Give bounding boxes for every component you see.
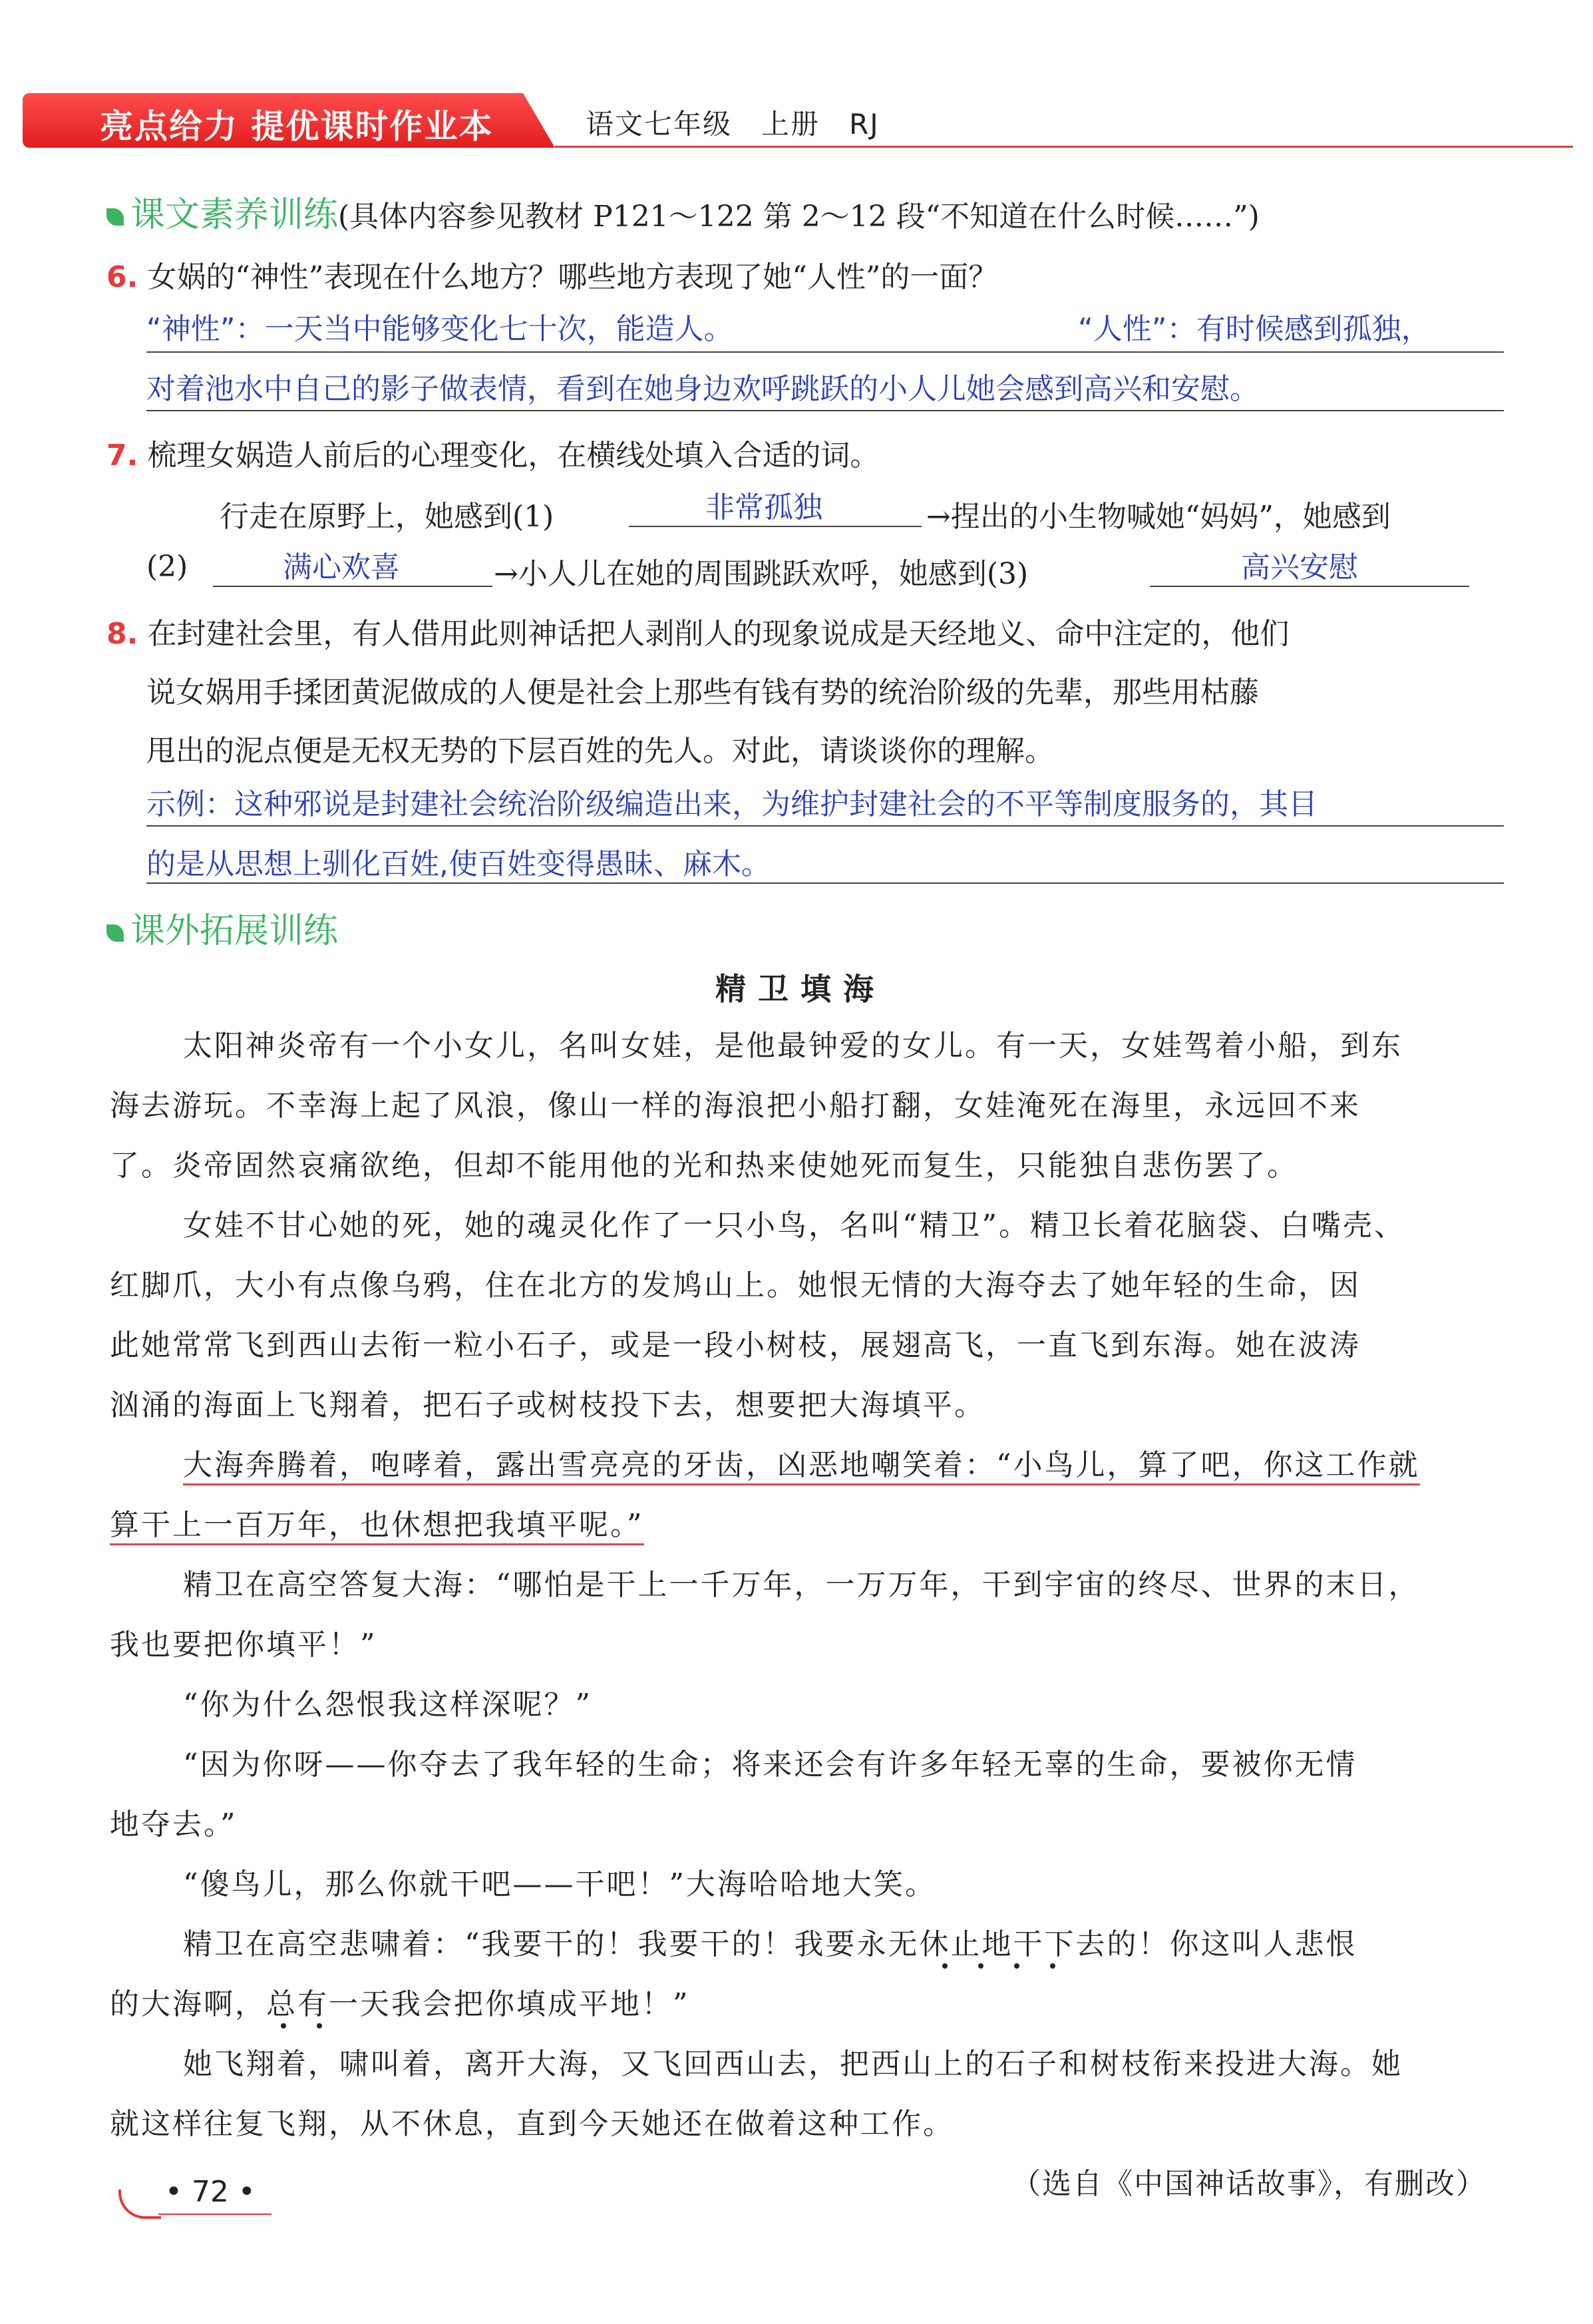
question-6	[106, 253, 997, 295]
q7-blank2-answer: 满心欢喜	[283, 550, 400, 584]
story-line: 此她常常飞到西山去衔一粒小石子，或是一段小树枝，展翅高飞，一直飞到东海。她在波涛	[110, 1328, 1361, 1362]
story-line: 女娃不甘心她的死，她的魂灵化作了一只小鸟，名叫“精卫”。精卫长着花脑袋、白嘴壳、	[183, 1209, 1405, 1243]
answer-rule	[146, 410, 1504, 411]
question-text: 在封建社会里，有人借用此则神话把人剥削人的现象说成是天经地义、命中注定的，他们	[147, 617, 1290, 651]
story-line: “你为什么怨恨我这样深呢？”	[183, 1688, 592, 1722]
header-rule	[555, 146, 1573, 148]
answer-6-line1a: “神性”：一天当中能够变化七十次，能造人。	[146, 312, 733, 346]
q7-blank3-answer: 高兴安慰	[1241, 550, 1358, 584]
blank-line	[1150, 586, 1469, 587]
story-line: 汹涌的海面上飞翔着，把石子或树枝投下去，想要把大海填平。	[110, 1388, 985, 1422]
story-line: “傻鸟儿，那么你就干吧——干吧！”大海哈哈地大笑。	[183, 1867, 936, 1901]
question-number: 7.	[106, 439, 138, 473]
story-line: 精卫在高空答复大海：“哪怕是干上一千万年，一万万年，干到宇宙的终尽、世界的末日，	[183, 1568, 1420, 1602]
edition-label: RJ	[849, 108, 880, 140]
story-line: 红脚爪，大小有点像乌鸦，住在北方的发鸠山上。她恨无情的大海夺去了她年轻的生命，因	[110, 1268, 1361, 1302]
page-number: • 72 •	[165, 2175, 256, 2209]
book-info	[586, 102, 909, 142]
question-number: 8.	[106, 617, 138, 651]
story-title: 精卫填海	[715, 971, 886, 1007]
question-text: 梳理女娲造人前后的心理变化，在横线处填入合适的词。	[147, 439, 880, 473]
section-heading-extension: 课外拓展训练	[106, 902, 338, 952]
story-line: 我也要把你填平！”	[110, 1628, 377, 1662]
story-line: 就这样往复飞翔，从不休息，直到今天她还在做着这种工作。	[110, 2107, 954, 2141]
story-source: （选自《中国神话故事》，有删改）	[1011, 2167, 1487, 2201]
story-line: 精卫在高空悲啸着：“我要干的！我要干的！我要永无休止地干下去的！你这叫人悲恨	[183, 1927, 1357, 1961]
emphasis-dots	[940, 1963, 1073, 1970]
story-line: 了。炎帝固然哀痛欲绝，但却不能用他的光和热来使她死而复生，只能独自悲伤罢了。	[110, 1149, 1298, 1183]
story-line: 地夺去。”	[110, 1808, 238, 1841]
q7-line2-a: (2)	[146, 550, 188, 584]
answer-rule	[146, 351, 1504, 353]
page-number-decoration	[118, 2190, 161, 2219]
story-line-underlined: 算干上一百万年，也休想把我填平呢。”	[110, 1501, 644, 1545]
q8-line2: 说女娲用手揉团黄泥做成的人便是社会上那些有钱有势的统治阶级的先辈，那些用枯藤	[146, 676, 1259, 709]
answer-rule	[146, 882, 1504, 884]
story-line: 的大海啊，总有一天我会把你填成平地！”	[110, 1987, 690, 2021]
question-text: 女娲的“神性”表现在什么地方？哪些地方表现了她“人性”的一面？	[147, 260, 998, 294]
section-heading-textbook: 课文素养训练(具体内容参见教材 P121～122 第 2～12 段“不知道在什么时候……”)	[106, 186, 1260, 236]
blank-line	[629, 526, 922, 527]
page-number-rule	[158, 2214, 271, 2215]
q7-blank1-answer: 非常孤独	[705, 490, 822, 524]
q7-line1-b: →捏出的小生物喊她“妈妈”，她感到	[926, 500, 1391, 534]
story-line-underlined: 大海奔腾着，咆哮着，露出雪亮亮的牙齿，凶恶地嘲笑着：“小鸟儿，算了吧，你这工作就	[183, 1441, 1420, 1485]
question-7	[106, 431, 879, 474]
story-line: 太阳神炎帝有一个小女儿，名叫女娃，是他最钟爱的女儿。有一天，女娃驾着小船，到东	[183, 1029, 1403, 1063]
volume-label: 上册	[761, 108, 820, 140]
answer-8-line1: 示例：这种邪说是封建社会统治阶级编造出来，为维护封建社会的不平等制度服务的，其目	[146, 787, 1318, 821]
story-line: “因为你呀——你夺去了我年轻的生命；将来还会有许多年轻无辜的生命，要被你无情	[183, 1748, 1357, 1782]
answer-6-line2: 对着池水中自己的影子做表情，看到在她身边欢呼跳跃的小人儿她会感到高兴和安慰。	[146, 372, 1259, 406]
story-line: 她飞翔着，啸叫着，离开大海，又飞回西山去，把西山上的石子和树枝衔来投进大海。她	[183, 2047, 1403, 2081]
book-title: 亮点给力 提优课时作业本	[100, 107, 494, 146]
q8-line3: 甩出的泥点便是无权无势的下层百姓的先人。对此，请谈谈你的理解。	[146, 734, 1054, 768]
answer-rule	[146, 825, 1504, 827]
story-line: 海去游玩。不幸海上起了风浪，像山一样的海浪把小船打翻，女娃淹死在海里，永远回不来	[110, 1089, 1361, 1123]
question-8	[106, 610, 1289, 652]
question-number: 6.	[106, 260, 138, 294]
q7-line1-a: 行走在原野上，她感到(1)	[220, 500, 554, 534]
leaf-icon	[106, 208, 124, 226]
answer-6-line1b: “人性”：有时候感到孤独，	[1078, 312, 1431, 346]
subject-label: 语文七年级	[586, 108, 733, 140]
blank-line	[213, 586, 492, 587]
emphasis-dots	[278, 2023, 358, 2030]
answer-8-line2: 的是从思想上驯化百姓,使百姓变得愚昧、麻木。	[146, 847, 771, 881]
q7-line2-b: →小人儿在她的周围跳跃欢呼，她感到(3)	[494, 557, 1029, 591]
section-note: (具体内容参见教材 P121～122 第 2～12 段“不知道在什么时候……”)	[338, 200, 1260, 234]
leaf-icon	[106, 924, 124, 942]
